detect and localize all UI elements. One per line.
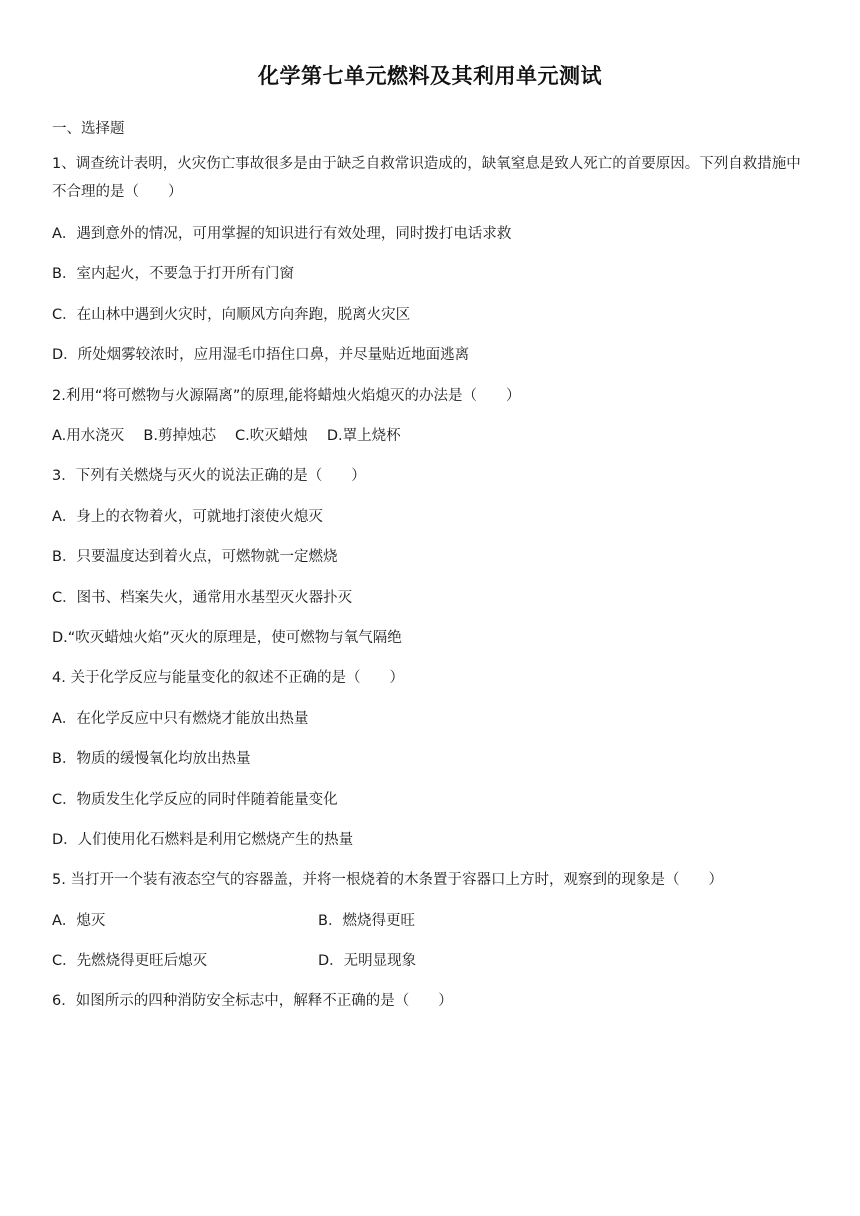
document-title: 化学第七单元燃料及其利用单元测试 <box>258 64 602 88</box>
question-3-option-d: D.“吹灭蜡烛火焰”灭火的原理是，使可燃物与氧气隔绝 <box>52 630 402 646</box>
question-4-option-a: A．在化学反应中只有燃烧才能放出热量 <box>52 711 309 727</box>
question-1-option-d: D．所处烟雾较浓时，应用湿毛巾捂住口鼻，并尽量贴近地面逃离 <box>52 347 470 363</box>
question-1-option-b: B．室内起火，不要急于打开所有门窗 <box>52 266 294 282</box>
question-3-option-a: A．身上的衣物着火，可就地打滚使火熄灭 <box>52 509 323 525</box>
question-5-option-d: D．无明显现象 <box>318 953 417 969</box>
question-4-option-c: C．物质发生化学反应的同时伴随着能量变化 <box>52 792 338 808</box>
question-1-option-c: C．在山林中遇到火灾时，向顺风方向奔跑，脱离火灾区 <box>52 307 411 323</box>
section-heading: 一、选择题 <box>52 121 125 137</box>
question-4-option-d: D．人们使用化石燃料是利用它燃烧产生的热量 <box>52 832 354 848</box>
question-5-option-a: A．熄灭 <box>52 913 106 929</box>
question-3-stem: 3．下列有关燃烧与灭火的说法正确的是（ ） <box>52 468 366 484</box>
question-1-stem: 1、调查统计表明，火灾伤亡事故很多是由于缺乏自救常识造成的，缺氧窒息是致人死亡的首要原因。下列自救措施中不合理的是（ ） <box>52 156 801 200</box>
question-3-option-c: C．图书、档案失火，通常用水基型灭火器扑灭 <box>52 590 353 606</box>
question-5-option-c: C．先燃烧得更旺后熄灭 <box>52 953 208 969</box>
question-4-option-b: B．物质的缓慢氧化均放出热量 <box>52 751 251 767</box>
question-2-options: A.用水浇灭 B.剪掉烛芯 C.吹灭蜡烛 D.罩上烧杯 <box>52 428 401 444</box>
question-2-stem: 2.利用“将可燃物与火源隔离”的原理,能将蜡烛火焰熄灭的办法是（ ） <box>52 388 521 404</box>
question-6-stem: 6．如图所示的四种消防安全标志中，解释不正确的是（ ） <box>52 993 453 1009</box>
question-3-option-b: B．只要温度达到着火点，可燃物就一定燃烧 <box>52 549 338 565</box>
question-5-option-b: B．燃烧得更旺 <box>318 913 415 929</box>
question-5-stem: 5. 当打开一个装有液态空气的容器盖，并将一根烧着的木条置于容器口上方时，观察到的现象是（ ） <box>52 872 723 888</box>
question-4-stem: 4. 关于化学反应与能量变化的叙述不正确的是（ ） <box>52 670 404 686</box>
question-1-option-a: A．遇到意外的情况，可用掌握的知识进行有效处理，同时拨打电话求救 <box>52 226 512 242</box>
